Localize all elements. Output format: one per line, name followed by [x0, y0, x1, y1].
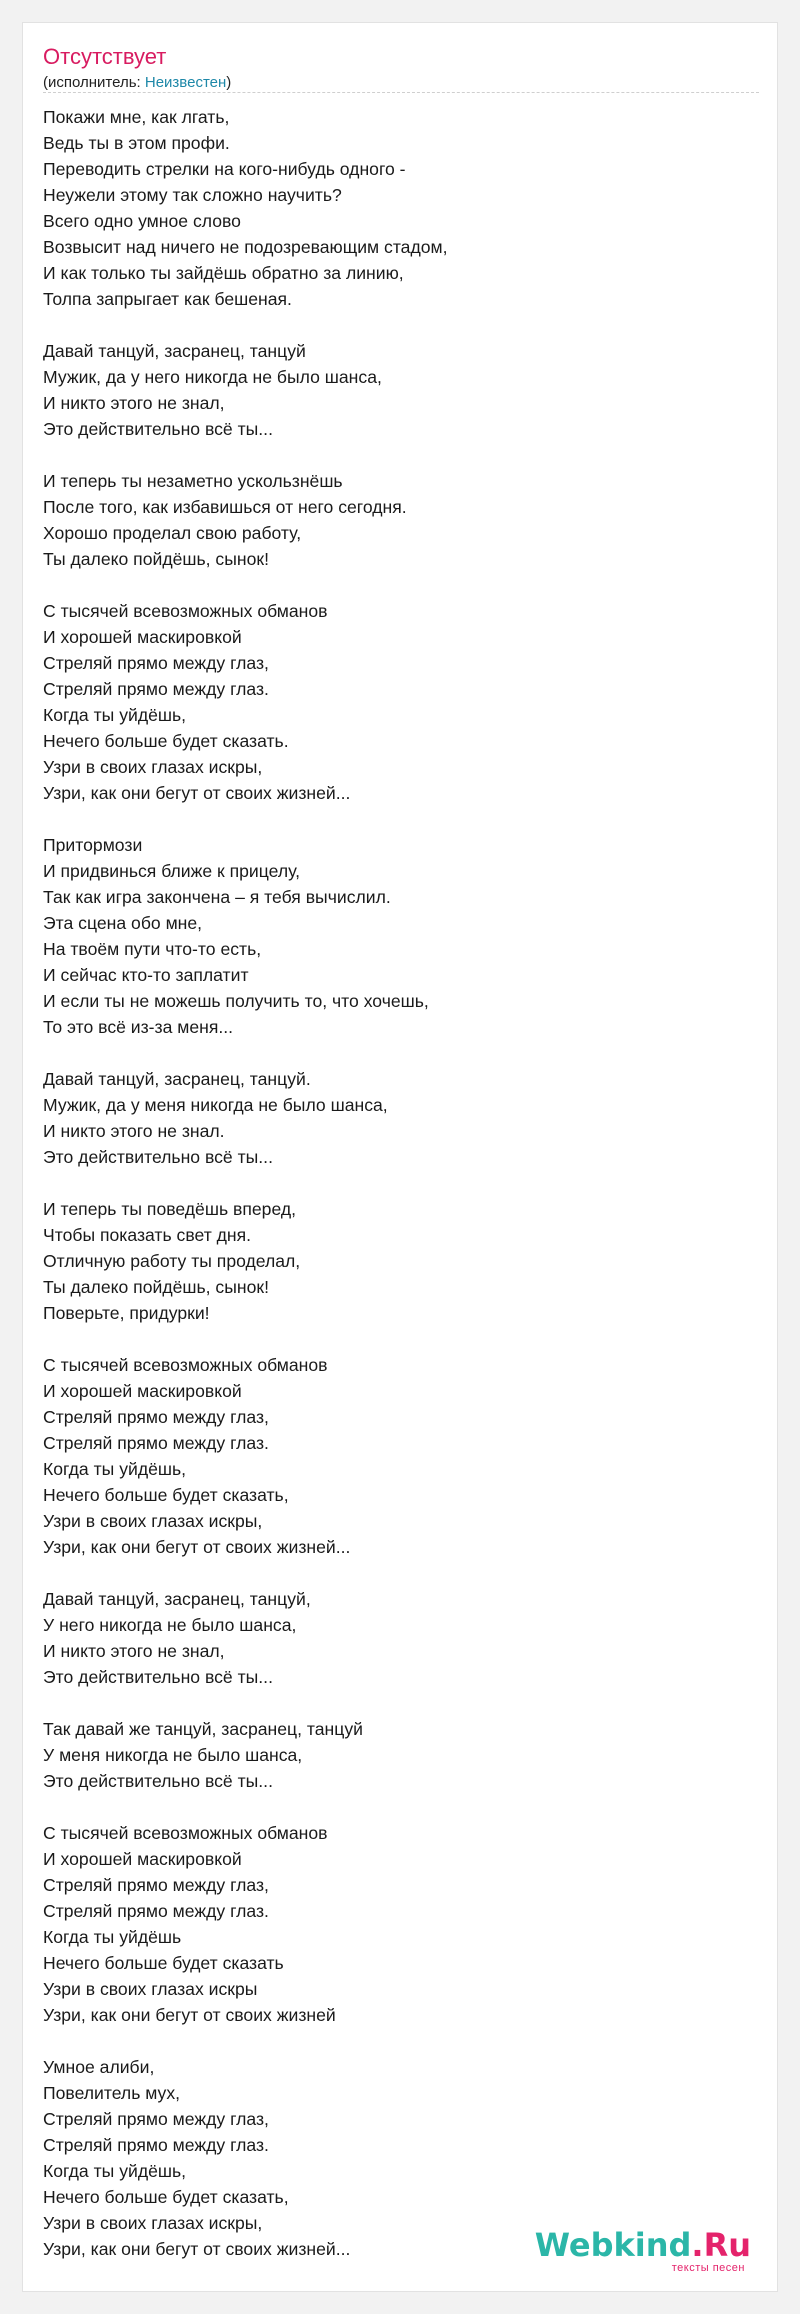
- lyrics-body: [43, 104, 448, 2262]
- lyric-line: Стреляй прямо между глаз,: [43, 1407, 269, 1427]
- lyric-line: Хорошо проделал свою работу,: [43, 523, 302, 543]
- lyric-line: Стреляй прямо между глаз,: [43, 2109, 269, 2129]
- lyric-line: Нечего больше будет сказать,: [43, 2187, 289, 2207]
- lyric-line: Узри в своих глазах искры: [43, 1979, 258, 1999]
- lyric-line: Покажи мне, как лгать,: [43, 107, 230, 127]
- lyric-line: И как только ты зайдёшь обратно за линию,: [43, 263, 404, 283]
- lyric-line: И теперь ты поведёшь вперед,: [43, 1199, 296, 1219]
- lyric-line: С тысячей всевозможных обманов: [43, 601, 328, 621]
- lyric-line: Узри, как они бегут от своих жизней...: [43, 1537, 351, 1557]
- lyric-line: Нечего больше будет сказать: [43, 1953, 284, 1973]
- lyric-line: Давай танцуй, засранец, танцуй: [43, 341, 306, 361]
- lyric-line: Возвысит над ничего не подозревающим стадом,: [43, 237, 448, 257]
- lyric-line: Чтобы показать свет дня.: [43, 1225, 252, 1245]
- lyric-line: Давай танцуй, засранец, танцуй,: [43, 1589, 311, 1609]
- lyric-line: И никто этого не знал,: [43, 1641, 225, 1661]
- lyric-line: Нечего больше будет сказать.: [43, 731, 289, 751]
- lyric-line: Это действительно всё ты...: [43, 1667, 273, 1687]
- lyric-line: И теперь ты незаметно ускользнёшь: [43, 471, 343, 491]
- lyrics-stanza: [43, 598, 448, 806]
- lyric-line: С тысячей всевозможных обманов: [43, 1355, 328, 1375]
- lyric-line: И хорошей маскировкой: [43, 1849, 242, 1869]
- lyrics-stanza: [43, 832, 448, 1040]
- lyric-line: Стреляй прямо между глаз.: [43, 2135, 269, 2155]
- lyric-line: Умное алиби,: [43, 2057, 155, 2077]
- lyrics-stanza: [43, 468, 448, 572]
- lyric-line: Узри в своих глазах искры,: [43, 757, 263, 777]
- song-title: Отсутствует: [43, 44, 167, 69]
- lyric-line: Стреляй прямо между глаз.: [43, 679, 269, 699]
- lyric-line: Повелитель мух,: [43, 2083, 181, 2103]
- lyrics-stanza: [43, 1820, 448, 2028]
- lyric-line: И хорошей маскировкой: [43, 627, 242, 647]
- lyric-line: Узри, как они бегут от своих жизней...: [43, 783, 351, 803]
- artist-link[interactable]: Неизвестен: [144, 74, 227, 91]
- logo-name: Webkind: [534, 2226, 692, 2264]
- lyric-line: Стреляй прямо между глаз.: [43, 1901, 269, 1921]
- lyric-line: На твоём пути что-то есть,: [43, 939, 262, 959]
- lyric-line: Нечего больше будет сказать,: [43, 1485, 289, 1505]
- lyric-line: И если ты не можешь получить то, что хочешь,: [43, 991, 429, 1011]
- lyric-line: Всего одно умное слово: [43, 211, 241, 231]
- lyric-line: Толпа запрыгает как бешеная.: [43, 289, 292, 309]
- lyric-line: После того, как избавишься от него сегодня.: [43, 497, 407, 517]
- lyric-line: Узри в своих глазах искры,: [43, 2213, 263, 2233]
- lyric-line: И придвинься ближе к прицелу,: [43, 861, 301, 881]
- lyrics-stanza: [43, 104, 448, 312]
- lyric-line: Когда ты уйдёшь,: [43, 2161, 187, 2181]
- lyric-line: У него никогда не было шанса,: [43, 1615, 297, 1635]
- lyrics-stanza: [43, 338, 448, 442]
- lyric-line: То это всё из-за меня...: [43, 1017, 234, 1037]
- lyric-line: Мужик, да у меня никогда не было шанса,: [43, 1095, 388, 1115]
- lyric-line: Когда ты уйдёшь,: [43, 705, 187, 725]
- lyric-line: Это действительно всё ты...: [43, 419, 273, 439]
- lyric-line: Поверьте, придурки!: [43, 1303, 210, 1323]
- lyric-line: Узри, как они бегут от своих жизней: [43, 2005, 336, 2025]
- lyrics-stanza: [43, 1586, 448, 1690]
- lyric-line: И никто этого не знал,: [43, 393, 225, 413]
- lyric-line: И никто этого не знал.: [43, 1121, 225, 1141]
- lyric-line: С тысячей всевозможных обманов: [43, 1823, 328, 1843]
- lyrics-stanza: [43, 2054, 448, 2262]
- lyric-line: Переводить стрелки на кого-нибудь одного -: [43, 159, 406, 179]
- lyric-line: Стреляй прямо между глаз,: [43, 1875, 269, 1895]
- lyric-line: Ведь ты в этом профи.: [43, 133, 230, 153]
- artist-prefix: (исполнитель:: [43, 74, 145, 91]
- lyric-line: И сейчас кто-то заплатит: [43, 965, 249, 985]
- lyric-line: Стреляй прямо между глаз.: [43, 1433, 269, 1453]
- lyric-line: Ты далеко пойдёшь, сынок!: [43, 1277, 269, 1297]
- logo-tagline: тексты песен: [671, 2262, 745, 2274]
- artist-suffix: ): [226, 74, 232, 91]
- lyric-line: Эта сцена обо мне,: [43, 913, 203, 933]
- lyric-line: И хорошей маскировкой: [43, 1381, 242, 1401]
- lyric-line: Неужели этому так сложно научить?: [43, 185, 342, 205]
- lyric-line: Притормози: [43, 835, 143, 855]
- lyrics-stanza: [43, 1196, 448, 1326]
- lyric-line: Ты далеко пойдёшь, сынок!: [43, 549, 269, 569]
- lyric-line: Когда ты уйдёшь,: [43, 1459, 187, 1479]
- lyric-line: Это действительно всё ты...: [43, 1147, 273, 1167]
- lyric-line: Так давай же танцуй, засранец, танцуй: [43, 1719, 363, 1739]
- lyric-line: Узри в своих глазах искры,: [43, 1511, 263, 1531]
- lyrics-stanza: [43, 1352, 448, 1560]
- lyric-line: Узри, как они бегут от своих жизней...: [43, 2239, 351, 2259]
- lyric-line: Отличную работу ты проделал,: [43, 1251, 301, 1271]
- lyric-line: Давай танцуй, засранец, танцуй.: [43, 1069, 311, 1089]
- lyric-line: У меня никогда не было шанса,: [43, 1745, 303, 1765]
- site-logo[interactable]: [535, 2228, 751, 2274]
- lyrics-card: [22, 22, 778, 2292]
- lyric-line: Так как игра закончена – я тебя вычислил.: [43, 887, 391, 907]
- artist-line: [43, 73, 231, 93]
- logo-domain: .Ru: [691, 2226, 751, 2264]
- lyric-line: Это действительно всё ты...: [43, 1771, 273, 1791]
- lyric-line: Мужик, да у него никогда не было шанса,: [43, 367, 382, 387]
- logo-wordmark: [535, 2228, 751, 2262]
- lyric-line: Когда ты уйдёшь: [43, 1927, 182, 1947]
- lyric-line: Стреляй прямо между глаз,: [43, 653, 269, 673]
- header-divider: [43, 92, 759, 93]
- lyrics-stanza: [43, 1716, 448, 1794]
- lyrics-stanza: [43, 1066, 448, 1170]
